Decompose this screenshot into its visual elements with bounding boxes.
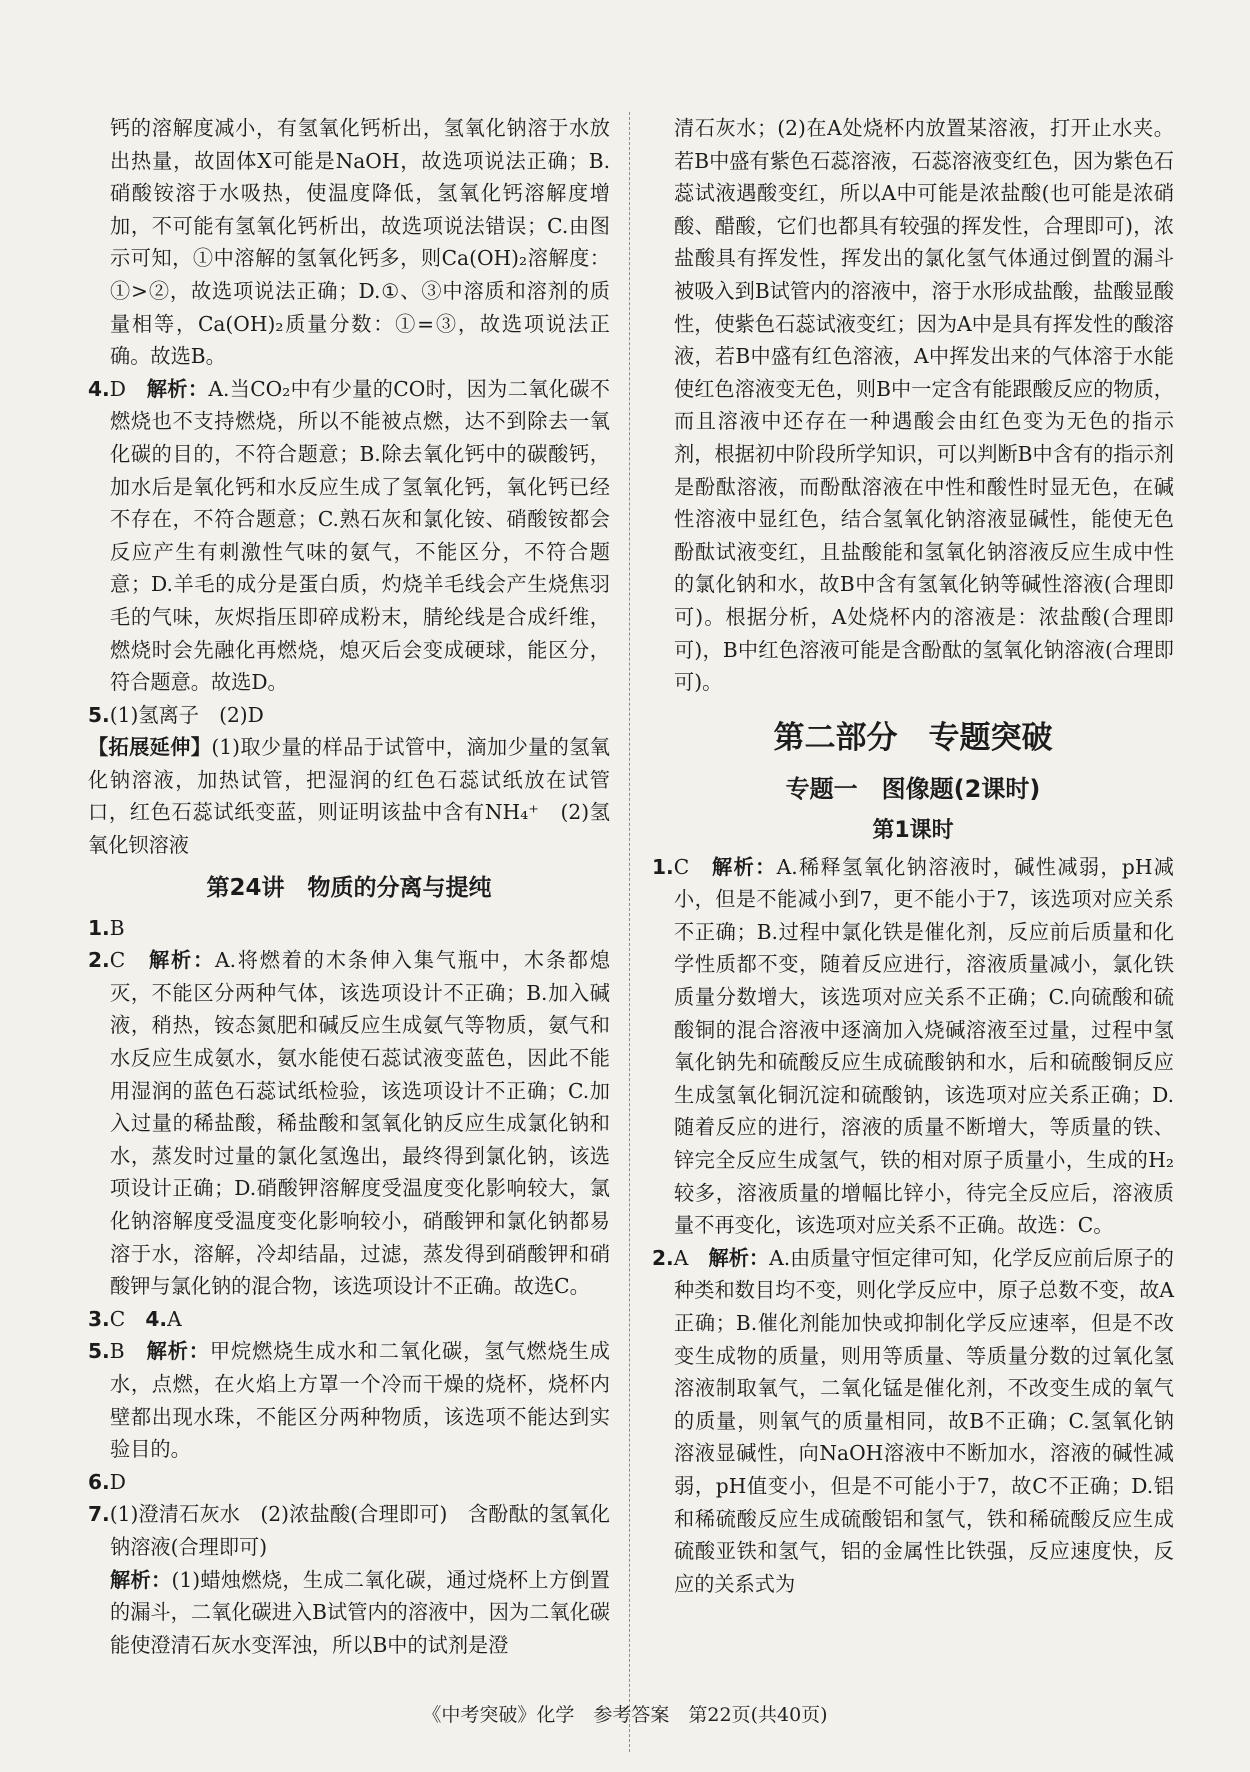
answer-item-1 xyxy=(88,912,610,945)
answer-item-2 xyxy=(88,944,610,1303)
analysis-text: 甲烷燃烧生成水和二氧化碳，氢气燃烧生成水，点燃，在火焰上方罩一个冷而干燥的烧杯，烧杯内壁都出现水珠，不能区分两种物质，该选项不能达到实验目的。 xyxy=(110,1339,610,1462)
right-column xyxy=(652,112,1174,1600)
answer-item-3-4 xyxy=(88,1303,610,1336)
answer-item-7 xyxy=(88,1498,610,1563)
answer-choice: D xyxy=(109,376,126,401)
item-number: 4. xyxy=(88,376,110,401)
answer-choice: A xyxy=(167,1306,182,1331)
answer-choice: C xyxy=(673,854,690,879)
item-number: 5. xyxy=(88,702,110,727)
analysis-text: (1)蜡烛燃烧，生成二氧化碳，通过烧杯上方倒置的漏斗，二氧化碳进入B试管内的溶液中，因为二氧化碳能使澄清石灰水变浑浊，所以B中的试剂是澄 xyxy=(110,1567,610,1657)
column-divider xyxy=(629,112,630,1752)
answer-item-4 xyxy=(88,373,610,699)
item-number: 1. xyxy=(652,854,674,879)
extension-block xyxy=(88,731,610,861)
analysis-label: 解析： xyxy=(708,1245,770,1270)
item-number: 1. xyxy=(88,915,110,940)
item-number: 5. xyxy=(88,1339,110,1364)
answer-text: (1)澄清石灰水 (2)浓盐酸(合理即可) 含酚酞的氢氧化钠溶液(合理即可) xyxy=(109,1502,610,1559)
topic-title: 专题一 图像题(2课时) xyxy=(785,774,1041,803)
answer-choice: B xyxy=(109,1339,125,1364)
analysis-label: 解析： xyxy=(712,854,777,879)
answer-item-6 xyxy=(88,1466,610,1499)
extension-text: (1)取少量的样品于试管中，滴加少量的氢氧化钠溶液，加热试管，把湿润的红色石蕊试纸放在试管口，红色石蕊试纸变蓝，则证明该盐中含有NH₄⁺ (2)氢氧化钡溶液 xyxy=(88,735,610,858)
page-footer: 《中考突破》化学 参考答案 第22页(共40页) xyxy=(422,1704,828,1726)
answer-item-1 xyxy=(652,851,1174,1242)
answer-item-5b xyxy=(88,1335,610,1465)
extension-label: 【拓展延伸】 xyxy=(88,735,212,760)
analysis-text: A.由质量守恒定律可知，化学反应前后原子的种类和数目均不变，则化学反应中，原子总数不变，故A正确；B.催化剂能加快或抑制化学反应速率，但是不改变生成物的质量，则用等质量、等质量分数的过氧化氢溶液制取氧气，二氧化锰是催化剂，不改变生成的氧气的质量，则氧气的质量相同，故B不正确；C.氢氧化钠溶液显碱性，向NaOH溶液中不断加水，溶液的碱性减弱，pH值变小，但是不可能小于7，故C不正确；D.铝和稀硫酸反应生成硫酸铝和氢气，铁和稀硫酸反应生成硫酸亚铁和氢气，铝的金属性比铁强，反应速度快，反应的关系式为 xyxy=(674,1245,1174,1596)
item-number: 2. xyxy=(88,948,110,973)
answer-text: (1)氢离子 (2)D xyxy=(109,702,264,727)
analysis-block-7 xyxy=(88,1564,610,1662)
item-number: 4. xyxy=(145,1306,168,1331)
item-number: 3. xyxy=(88,1306,110,1331)
analysis-label: 解析： xyxy=(110,1567,172,1592)
analysis-text: A.当CO₂中有少量的CO时，因为二氧化碳不燃烧也不支持燃烧，所以不能被点燃，达不到除去一氧化碳的目的，不符合题意；B.除去氧化钙中的碳酸钙，加水后是氧化钙和水反应生成了氢氧化钙，氧化钙已经不存在，不符合题意；C.熟石灰和氯化铵、硝酸铵都会反应产生有刺激性气味的氨气，不能区分，不符合题意；D.羊毛的成分是蛋白质，灼烧羊毛线会产生烧焦羽毛的气味，灰烬指压即碎成粉末，腈纶线是合成纤维，燃烧时会先融化再燃烧，熄灭后会变成硬球，能区分，符合题意。故选D。 xyxy=(110,376,610,695)
answer-choice: C xyxy=(109,1306,126,1331)
analysis-label: 解析： xyxy=(146,1339,210,1364)
analysis-label: 解析： xyxy=(148,948,215,973)
answer-choice: B xyxy=(109,915,125,940)
left-column xyxy=(88,112,610,1661)
item-number: 6. xyxy=(88,1469,110,1494)
analysis-label: 解析： xyxy=(146,376,209,401)
answer-item-5 xyxy=(88,699,610,732)
item-number: 7. xyxy=(88,1502,110,1527)
answer-choice: C xyxy=(109,948,126,973)
lesson-title: 第1课时 xyxy=(872,817,954,843)
answer-choice: D xyxy=(109,1469,126,1494)
part-title: 第二部分 专题突破 xyxy=(773,719,1053,756)
continued-text: 清石灰水；(2)在A处烧杯内放置某溶液，打开止水夹。若B中盛有紫色石蕊溶液，石蕊溶液变红色，因为紫色石蕊试液遇酸变红，所以A中可能是浓盐酸(也可能是浓硝酸、醋酸，它们也都具有较强的挥发性，合理即可)，浓盐酸具有挥发性，挥发出的氯化氢气体通过倒置的漏斗被吸入到B试管内的溶液中，溶于水形成盐酸，盐酸显酸性，使紫色石蕊试液变红；因为A中是具有挥发性的酸溶液，若B中盛有红色溶液，A中挥发出来的气体溶于水能使红色溶液变无色，则B中一定含有能跟酸反应的物质，而且溶液中还存在一种遇酸会由红色变为无色的指示剂，根据初中阶段所学知识，可以判断B中含有的指示剂是酚酞溶液，而酚酞溶液在中性和酸性时显无色，在碱性溶液中显红色，结合氢氧化钠溶液显碱性，能使无色酚酞试液变红，且盐酸能和氢氧化钠溶液反应生成中性的氯化钠和水，故B中含有氢氧化钠等碱性溶液(合理即可)。根据分析，A处烧杯内的溶液是：浓盐酸(合理即可)，B中红色溶液可能是含酚酞的氢氧化钠溶液(合理即可)。 xyxy=(674,116,1174,695)
analysis-text: A.将燃着的木条伸入集气瓶中，木条都熄灭，不能区分两种气体，该选项设计不正确；B.加入碱液，稍热，铵态氮肥和碱反应生成氨气等物质，氨气和水反应生成氨水，氨水能使石蕊试液变蓝色，因此不能用湿润的蓝色石蕊试纸检验，该选项设计不正确；C.加入过量的稀盐酸，稀盐酸和氢氧化钠反应生成氯化钠和水，蒸发时过量的氯化氢逸出，最终得到氯化钠，该选项设计正确；D.硝酸钾溶解度受温度变化影响较大，氯化钠溶解度受温度变化影响较小，硝酸钾和氯化钠都易溶于水，溶解，冷却结晶，过滤，蒸发得到硝酸钾和硝酸钾与氯化钠的混合物，该选项设计不正确。故选C。 xyxy=(110,948,610,1299)
analysis-text: A.稀释氢氧化钠溶液时，碱性减弱，pH减小，但是不能减小到7，更不能小于7，该选项对应关系不正确；B.过程中氯化铁是催化剂，反应前后质量和化学性质都不变，随着反应进行，溶液质量减小，氯化铁质量分数增大，该选项对应关系不正确；C.向硫酸和硫酸铜的混合溶液中逐滴加入烧碱溶液至过量，过程中氢氧化钠先和硫酸反应生成硫酸钠和水，后和硫酸铜反应生成氢氧化铜沉淀和硫酸钠，该选项对应关系正确；D.随着反应的进行，溶液的质量不断增大，等质量的铁、锌完全反应生成氢气，铁的相对原子质量小，生成的H₂较多，溶液质量的增幅比锌小，待完全反应后，溶液质量不再变化，该选项对应关系不正确。故选：C。 xyxy=(674,854,1174,1238)
lecture-title: 第24讲 物质的分离与提纯 xyxy=(206,874,492,901)
continued-text: 钙的溶解度减小，有氢氧化钙析出，氢氧化钠溶于水放出热量，故固体X可能是NaOH，故选项说法正确；B.硝酸铵溶于水吸热，使温度降低，氢氧化钙溶解度增加，不可能有氢氧化钙析出，故选项说法错误；C.由图示可知，①中溶解的氢氧化钙多，则Ca(OH)₂溶解度：①>②，故选项说法正确；D.①、③中溶质和溶剂的质量相等，Ca(OH)₂质量分数：①=③，故选项说法正确。故选B。 xyxy=(110,116,610,369)
answer-item-2 xyxy=(652,1242,1174,1601)
item-number: 2. xyxy=(652,1245,674,1270)
answer-choice: A xyxy=(673,1245,689,1270)
